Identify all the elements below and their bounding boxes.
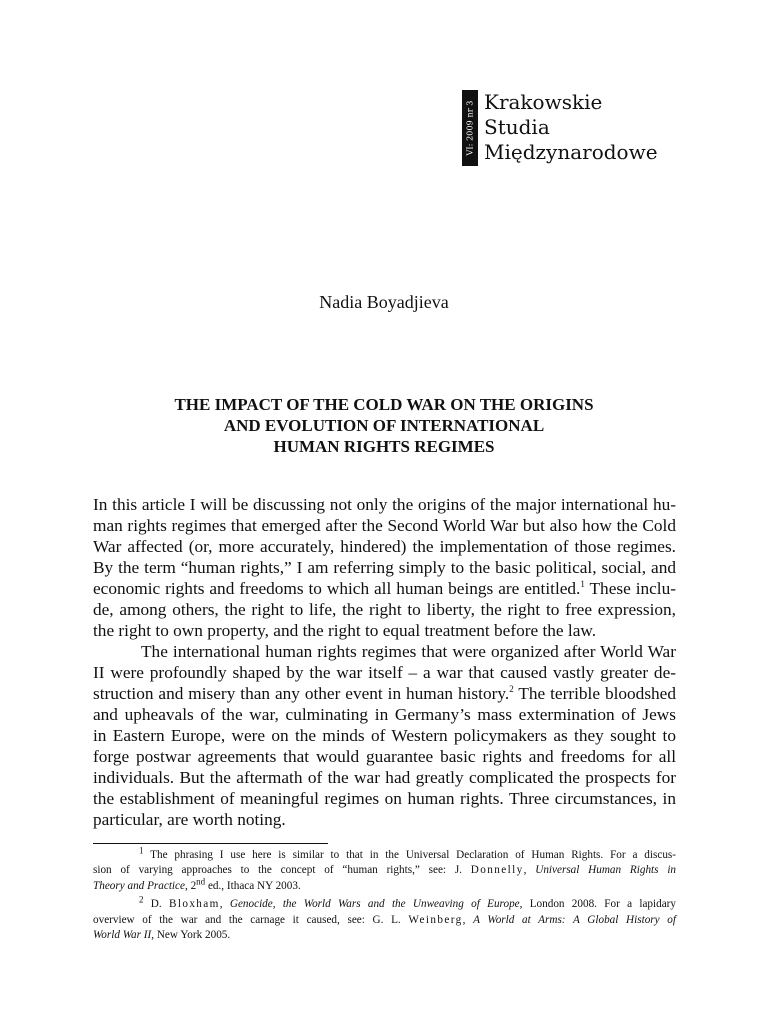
text-line: II were profoundly shaped by the war itself – a war that caused vastly greater de-: [93, 663, 676, 682]
text-segment: The terrible bloodshed: [513, 684, 676, 703]
footnote-number: 1: [139, 845, 144, 856]
text-segment: economic rights and freedoms to which all human beings are entitled.: [93, 579, 581, 598]
title-line: AND EVOLUTION OF INTERNATIONAL: [223, 416, 545, 435]
text-line: particular, are worth noting.: [93, 810, 286, 829]
text-line: By the term “human rights,” I am referring simply to the basic political, social, and: [93, 558, 676, 577]
cited-title: World War II: [93, 929, 152, 942]
text-line: forge postwar agreements that would guarantee basic rights and freedoms for all: [93, 747, 676, 766]
text-segment: ,: [219, 898, 230, 911]
cited-author: Donnelly: [470, 864, 524, 877]
journal-name-line: Studia: [484, 115, 550, 139]
volume-label: VI: 2009 nr 3: [465, 100, 475, 156]
text-segment: These inclu-: [584, 579, 676, 598]
footnote-line: [93, 913, 676, 928]
footnote-divider: [93, 843, 328, 844]
text-segment: ,: [523, 864, 536, 877]
text-segment: , London 2008. For a lapidary: [519, 898, 676, 911]
volume-spine: [462, 90, 478, 166]
text-segment: D.: [143, 898, 169, 911]
article-title: [0, 394, 768, 457]
text-segment: struction and misery than any other event in human history.: [93, 684, 510, 703]
text-line: the right to own property, and the right to equal treatment before the law.: [93, 621, 597, 640]
ordinal-suffix: nd: [196, 876, 206, 887]
paragraph-1: [93, 494, 676, 641]
footnote-line: [93, 876, 676, 894]
journal-name-line: Międzynarodowe: [484, 140, 658, 164]
footnotes: [93, 845, 677, 946]
footnote-line: [93, 928, 676, 943]
text-line: War affected (or, more accurately, hindered) the implementation of those regimes.: [93, 537, 676, 556]
text-line: the establishment of meaningful regimes on human rights. Three circumstances, in: [93, 789, 676, 808]
paragraph-2: [93, 641, 676, 830]
cited-author: Bloxham: [168, 898, 220, 911]
article-body: [93, 494, 676, 830]
footnote-ref-2[interactable]: 2: [509, 684, 514, 695]
text-line: [93, 683, 676, 704]
text-segment: sion of varying approaches to the concept of “human rights,” see: J.: [93, 864, 471, 877]
text-line: In this article I will be discussing not only the origins of the major international hu-: [93, 495, 676, 514]
footnote-ref-1[interactable]: 1: [580, 579, 585, 590]
title-line: HUMAN RIGHTS REGIMES: [273, 437, 495, 456]
cited-title: A World at Arms: A Global History of: [473, 913, 676, 926]
footnote-line: [93, 845, 676, 863]
footnote-line: [93, 863, 676, 878]
cited-title: Universal Human Rights in: [535, 864, 677, 877]
cited-title: Theory and Practice: [93, 879, 185, 892]
text-line: individuals. But the aftermath of the war had greatly complicated the prospects for: [93, 768, 676, 787]
text-segment: , 2: [184, 879, 197, 892]
footnote-number: 2: [139, 894, 144, 905]
text-line: in Eastern Europe, were on the minds of Western policymakers as they sought to: [93, 726, 676, 745]
text-line: de, among others, the right to life, the right to liberty, the right to free expression,: [93, 600, 676, 619]
journal-name: [484, 90, 658, 168]
footnote-1: [93, 845, 677, 894]
text-line: and upheavals of the war, culminating in Germany’s mass extermination of Jews: [93, 705, 676, 724]
cited-title: Genocide, the World Wars and the Unweaving of Europe: [229, 898, 520, 911]
journal-masthead: [462, 90, 658, 168]
text-segment: overview of the war and the carnage it caused, see: G. L.: [93, 913, 409, 926]
footnote-2: [93, 894, 676, 943]
text-line: man rights regimes that emerged after the Second World War but also how the Cold: [93, 516, 676, 535]
title-line: THE IMPACT OF THE COLD WAR ON THE ORIGINS: [174, 395, 594, 414]
text-line: The international human rights regimes that were organized after World War: [141, 642, 676, 661]
text-segment: ed., Ithaca NY 2003.: [205, 879, 301, 892]
text-line: [93, 578, 676, 599]
footnote-line: [93, 894, 676, 912]
author-name: Nadia Boyadjieva: [319, 292, 449, 312]
text-segment: ,: [462, 913, 474, 926]
text-segment: The phrasing I use here is similar to that in the Universal Declaration of Human Rights. For a discus-: [143, 849, 676, 861]
journal-name-line: Krakowskie: [484, 90, 603, 114]
cited-author: Weinberg: [408, 913, 463, 926]
text-segment: , New York 2005.: [151, 929, 231, 942]
